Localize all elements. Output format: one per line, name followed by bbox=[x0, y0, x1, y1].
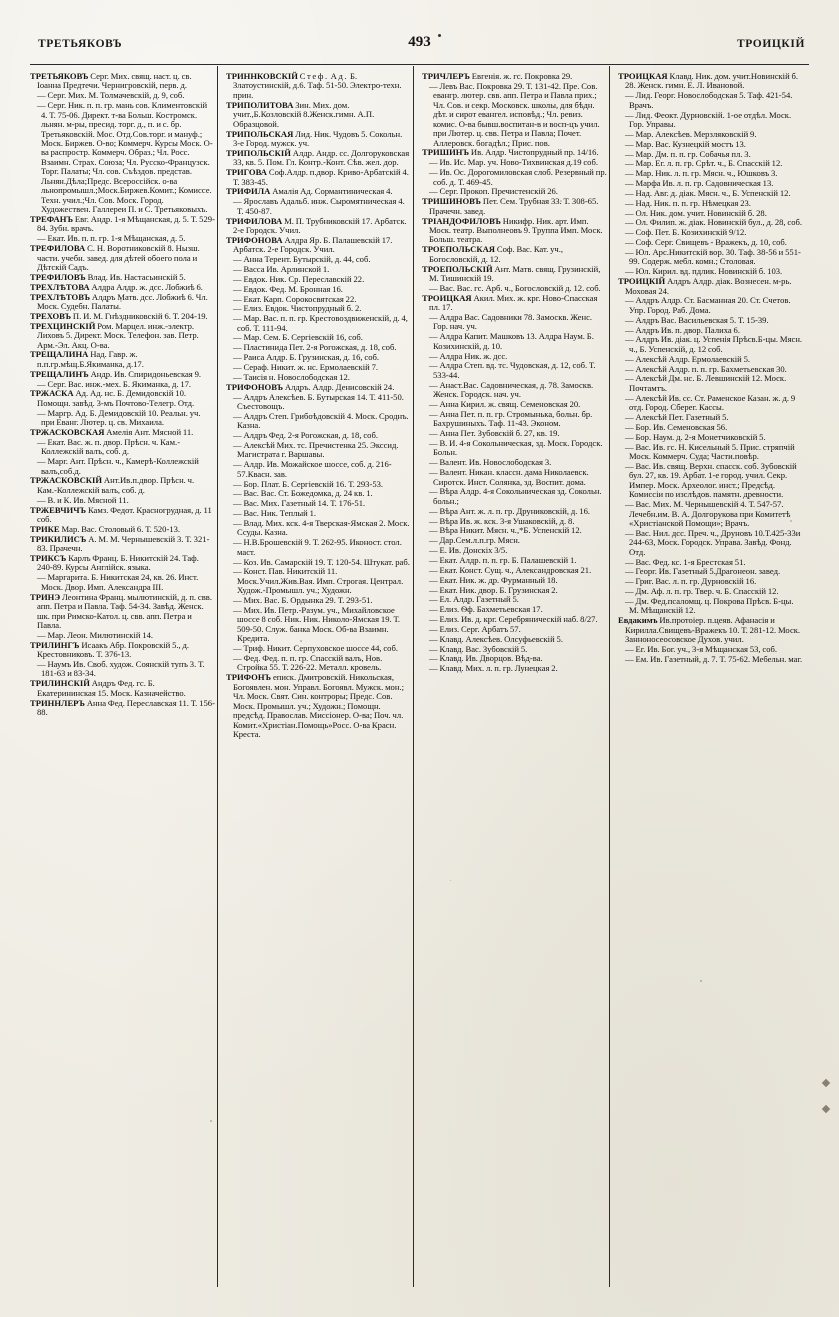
directory-entry: ТРИШИНЪ Ив. Алдр. Чистопрудный пр. 14/16. bbox=[422, 147, 599, 158]
directory-entry: — Вас. Мих. М. Чернышевскій 4. Т. 547-57. Лечебн.им. В. А. Долгорукова при Комитетѣ «Христіанской Помощи»; Врачъ. bbox=[625, 499, 791, 528]
directory-entry: — Н.В.Брошевскій 9. Т. 262-95. Иконост. стол. маст. bbox=[233, 537, 402, 557]
directory-column-1 bbox=[30, 72, 215, 1287]
directory-entry: — Алдръ Алексѣев. Б. Бутырская 14. Т. 411-50. Съестовощъ. bbox=[233, 391, 404, 411]
directory-entry: ТРОИЦКАЯ Клавд. Ник. дом. учит.Новинскій б. 28. Женск. гимн. Е. Л. Ивановой. bbox=[618, 71, 799, 91]
directory-entry: ТРИПОЛЬСКАЯ Лид. Ник. Чудовъ 5. Сокольн. 3-е Город. мужск. уч. bbox=[226, 128, 403, 148]
directory-entry: — Бор. Наум. д. 2-я Монетчиковскій 5. bbox=[625, 431, 766, 442]
directory-entry: — Сераф. Никит. ж. нс. Ермолаевскій 7. bbox=[233, 362, 379, 373]
margin-mark-lower bbox=[822, 1105, 830, 1113]
directory-entry: — Над. Авг. д. діак. Мясн. ч., Б. Успенскій 12. bbox=[625, 187, 791, 198]
directory-entry: ТРЕЩАЛИНА Над. Гавр. ж. п.п.гр.мѣщ.Б.Якиманка, д.17. bbox=[30, 349, 144, 369]
directory-entry: — Ол. Ник. дом. учит. Новинскій б. 28. bbox=[625, 207, 767, 218]
directory-entry: — Серг. Мих. М. Толмачевскій, д. 9, соб. bbox=[37, 90, 185, 101]
directory-entry: ТРОИЦКІЙ Алдръ Алдр. діак. Вознесен. м-рь. Моховая 24. bbox=[618, 276, 792, 296]
directory-entry: — Екат. Вас. ж. п. двор. Прѣсн. ч. Кам.-Коллежскій валъ, соб. д. bbox=[37, 436, 181, 457]
directory-entry: — В. И. 4-я Сокольническая, зд. Моск. Городск. Больн. bbox=[429, 438, 603, 458]
directory-entry: — Соф. Серг. Свищевъ - Вражекъ, д. 10, соб. bbox=[625, 237, 787, 248]
directory-entry: — Ол. Филип. ж. діак. Новинскій бул., д. 28, соб. bbox=[625, 217, 803, 228]
directory-entry: — Мар. Вас. Кузнецкій мостъ 13. bbox=[625, 138, 746, 149]
directory-entry: — Ем. Ив. Газетный, д. 7. Т. 75-62. Мебельн. маг. bbox=[625, 653, 803, 664]
directory-entry: — Ив. Ос. Дорогомиловская слоб. Резервный пр. соб. д. Т. 469-45. bbox=[429, 167, 607, 187]
directory-entry: — Мар. Ник. л. п. гр. Мясн. ч., Юшковъ 3. bbox=[625, 168, 778, 179]
directory-entry: — Ел. Алдр. Газетный 5. bbox=[429, 594, 519, 605]
directory-entry: — Евдок. Ник. Ср. Переславскій 22. bbox=[233, 273, 365, 284]
margin-mark-upper bbox=[822, 1079, 830, 1087]
directory-entry: — Маргарита. Б. Никитская 24, кв. 26. Инст. Моск. Двор. Имп. Александра III. bbox=[37, 572, 199, 592]
page-number: 493 bbox=[408, 34, 431, 50]
directory-entry: ТРЕХЛѢТОВЪ Алдръ Матв. дсс. Лобжиѣ 6. Чл. Моск. Судебн. Палаты. bbox=[30, 291, 208, 311]
directory-entry: ТРЕЩАЛИНЪ Андр. Ив. Спиридоньевская 9. bbox=[30, 368, 202, 379]
directory-entry: ТРИГОВА Соф.Алдр. п.двор. Кривo-Арбатскій 4. Т. 383-45. bbox=[226, 167, 409, 187]
directory-entry: — Таисія н. Новослободская 12. bbox=[233, 371, 350, 382]
directory-entry: ТРИФИЛОВА М. П. Трубниковскій 17. Арбатск. 2-е Городск. Учил. bbox=[226, 215, 407, 235]
directory-entry: ТРИННЛЕРЪ Анна Фед. Переславская 11. Т. 156-88. bbox=[30, 697, 215, 718]
directory-entry: — Юл. Кирил. вд. пдлик. Новинскій б. 103. bbox=[625, 266, 783, 277]
directory-entry: — Е. Ив. Донскіх 3/5. bbox=[429, 545, 508, 556]
directory-column-4 bbox=[618, 72, 803, 1287]
directory-entry: — Алдръ Фед. 2-я Рогожская, д. 18, соб. bbox=[233, 430, 378, 441]
directory-entry: — Алдръ Вас. Васильевская 5. Т. 15-39. bbox=[625, 314, 769, 325]
directory-entry: ТРИЛИНГЪ Исаакъ Абр. Покровскій 5., д. Крестовниковъ. Т. 376-13. bbox=[30, 639, 190, 660]
directory-entry: — Анна Пет. Зубовскій б. 27, кв. 19. bbox=[429, 428, 560, 439]
directory-entry: ТРИНЭ Леонтина Франц. мылютинскій, д. п. свв. апп. Петра и Павла. Таф. 54-34. Завѣд. Женск. шк. при Римско-Катол. ц. свв. апп. Петра и Павла. bbox=[30, 591, 213, 630]
directory-entry: — Алдр. Ив. Можайское шоссе, соб. д. 216-57.Квасн. зав. bbox=[233, 459, 392, 479]
directory-entry: — Над. Ник. п. п. гр. Нѣмецкая 23. bbox=[625, 197, 751, 208]
directory-entry: — Екат. Ник. ж. др. Фурманный 18. bbox=[429, 574, 558, 585]
directory-entry: — Мих. Ив. Петр.-Разум. уч., Михайловское шоссе 8 соб. Ник. Ник. Николо-Ямская 19. Т. 509-50. Служ. банка Моск. Об-ва Взаимн. Кредита. bbox=[233, 604, 401, 644]
directory-entry: — Евдок. Фед. М. Бронная 16. bbox=[233, 283, 343, 294]
directory-entry: — Мар. Алексѣев. Мерзляковскій 9. bbox=[625, 128, 757, 139]
directory-entry: — Алексѣй Ив. сс. Ст. Раменское Казан. ж. д. 9 отд. Город. Сберег. Кассы. bbox=[625, 392, 796, 413]
directory-entry: — Алексѣй Алдр. Ермолаевскій 5. bbox=[625, 353, 751, 364]
directory-entry: ТРЖАСКОВСКІЙ Ант.Ив.п.двор. Прѣсн. ч. Кам.-Коллежскій валъ, соб. д. bbox=[30, 475, 195, 495]
directory-entry: ТРЖАСКА Ад. Ад. нс. Б. Демидовскій 10. Помощн. завѣд. 3-мъ Почтово-Телегр. Отд. bbox=[30, 388, 195, 408]
directory-entry: — Алдра Вас. Садовники 78. Замоскв. Женс. Гор. нач. уч. bbox=[429, 312, 593, 332]
directory-entry: — Вас. Ив. гс. Н. Кисельный 5. Прис. стряпчій Моск. Коммерч. Суда; Части.повѣр. bbox=[625, 441, 795, 461]
directory-entry: — Анаст.Вас. Садовническая, д. 78. Замоскв. Женск. Городск. нач. уч. bbox=[429, 379, 594, 400]
directory-entry: — Васса Ив. Арлинской 1. bbox=[233, 263, 330, 274]
page-header bbox=[30, 34, 809, 60]
directory-entry: — Марфа Ив. л. п. гр. Садовническая 13. bbox=[625, 178, 774, 189]
directory-entry: ТРИЧЛЕРЪ Евгенія. ж. гс. Покровка 29. bbox=[422, 71, 573, 81]
directory-entry: ТРЕХЦИНСКІЙ Ром. Марцел. инж.-электр. Лиховъ 5. Директ. Моск. Телефон. зав. Петр. Арм.-Эл. Акц. О-ва. bbox=[30, 320, 199, 350]
directory-entry: ТРИШИНОВЪ Пет. Сем. Трубная 33. Т. 308-65. Прачечн. завед. bbox=[422, 196, 599, 216]
directory-entry: ТРИФОНОВЪ Алдръ. Алдр. Денисовскій 24. bbox=[226, 381, 395, 392]
directory-entry: — Валент. Никан. классн. дама Николаевск. Сиротск. Инст. Солянка, зд. Воспит. дома. bbox=[429, 467, 589, 487]
header-left-guide-word: ТРЕТЬЯКОВЪ bbox=[38, 38, 123, 50]
directory-entry: — Ив. Ис. Мар. уч. Ново-Тихвинская д.19 соб. bbox=[429, 157, 599, 168]
directory-entry: — Ег. Ив. Бог. уч., 3-я Мѣщанская 53, соб. bbox=[625, 643, 778, 654]
directory-entry: — Алдра Капит. Машковъ 13. Алдра Наум. Б. Козиxинскій, д. 10. bbox=[429, 331, 594, 351]
directory-entry: — Мар. Леон. Милютинскій 14. bbox=[37, 629, 154, 640]
paper-speck bbox=[790, 520, 792, 522]
directory-entry: ТРЕФИЛОВЪ Влад. Ив. Настасьинскій 5. bbox=[30, 271, 186, 282]
directory-entry: — Левъ Вас. Покровка 29. Т. 131-42. Пре. Сов. евангр. лютер. свв. апп. Петра и Павла прих.; Чл. Сов. и секр. Московск. школы, для бѣдн. дѣт. и сирот евангел. исповѣд.; Чл. ревиз. комис. О-ва бывш.воспитан-в и восп-цъ учил. при Лютер. ц. свв. Петра и Павла; Почет. Аллеровск. богадѣл.; Прис. пов. bbox=[429, 80, 600, 148]
directory-entry: — Дар.Сем.л.п.гр. Мясн. bbox=[429, 535, 520, 546]
directory-entry: — Вѣра Никит. Мясн. ч.,*Б. Успенскій 12. bbox=[429, 525, 582, 536]
directory-entry: ТРИКИЛИСЪ А. М. М. Чернышевскій 3. Т. 321-83. Прачечн. bbox=[30, 533, 210, 554]
directory-entry: — Ярославъ Адальб. инж. Сыромятническая 4. Т. 450-87. bbox=[233, 196, 405, 216]
directory-entry: — Алдръ Ив. діак. ц. Успенія Прѣсв.Б-цы. Мясн. ч., Б. Успенскій, д. 12 соб. bbox=[625, 334, 803, 354]
directory-entry: ТРИФОНОВА Алдра Яр. Б. Палашевскій 17. Арбатск. 2-е Городск. Учил. bbox=[226, 234, 393, 255]
directory-entry: — Дм. Фед.псаломщ. ц. Покрова Прѣсв. Б-цы. М. Мѣщанскій 12. bbox=[625, 595, 794, 616]
directory-entry: ТРЕТЬЯКОВЪ Серг. Мих. свящ. наст. ц. св. Іоанна Предтечи. Чернигровскій, перв. д. bbox=[30, 71, 192, 91]
directory-entry: ТРИФИЛА Амалія Ад. Сормантиническая 4. bbox=[226, 186, 393, 197]
directory-entry: — Анна Терент. Бутырскій, д. 44, соб. bbox=[233, 254, 371, 265]
directory-entry: — Бор. Плат. Б. Сергіевскій 16. Т. 293-53. bbox=[233, 478, 384, 489]
directory-entry: — Валент. Ив. Новослободская 3. bbox=[429, 457, 552, 468]
directory-entry: — Анна Пет. п. п. гр. Стромынька, больн. бр. Бахрушиныхъ. Таф. 11-43. Эконом. bbox=[429, 408, 593, 429]
directory-entry: — Серг. Вас. инж.-мех. Б. Якиманка, д. 17. bbox=[37, 378, 192, 389]
directory-entry: — Пластинида Пет. 2-я Рогожская, д. 18, соб. bbox=[233, 342, 397, 353]
directory-entry: — Вас. Вас. гс. Арб. ч., Богословскій д. 12. соб. bbox=[429, 282, 601, 293]
directory-entry: — Серг. Ник. п. п. гр. мань сов. Климентовскій 4. Т. 75-06. Директ. т-ва Больш. Костромск. льнян. м-ры, пресид. торг. д., п. и с. бр. Третьяковскій. Мос. Отд.Сов.торг. и мануф.; Моск. Биржев. О-во; Коммерч. Курсы Моск. О-ва распростр. Коммерч. Образ.; Чл. Росс. Взаимн. Страх. Союза; Чл. Русско-Французск. Торг. Палаты; Чл. сов. Съѣздов. представ. Льнян.Дѣла;Предс. Всероссійск. о-ва льнопромышл.;Моск.Биржев.Комит.; Комиссе. Техн. учил.;Чл. Сов. Моск. Город. Художествен. Галлереи П. и С. Третьяковыхъ. bbox=[37, 100, 213, 215]
directory-entry: — Лид. Георг. Новослободская 5. Таф. 421-54. Врачъ. bbox=[625, 90, 793, 110]
directory-entry: — Клавд. Алексѣев. Олсуфьевскій 5. bbox=[429, 633, 563, 644]
directory-entry: — Екат. Ник. двор. Б. Грузинская 2. bbox=[429, 584, 558, 595]
directory-entry: ТРОЕПОЛЬСКІЙ Ант. Матв. свящ. Грузинскій, М. Тишинскій 19. bbox=[422, 263, 601, 284]
directory-entry: — Фед. Фед. п. п. гр. Спасскій валъ, Нов. Стройка 55. Т. 226-22. Металл. кровель. bbox=[233, 653, 383, 673]
directory-entry: ТРЖЕВЧИЧЪ Камз. Федот. Красногрудная, д. 11 соб. bbox=[30, 504, 212, 525]
paper-speck bbox=[210, 1120, 212, 1122]
paper-speck bbox=[120, 300, 122, 302]
paper-speck bbox=[300, 640, 302, 642]
directory-entry: ТРІАНДОФИЛОВЪ Никифр. Ник. арт. Имп. Моск. театр. Выполнеовъ 9. Труппа Имп. Моск. Больш. театра. bbox=[422, 215, 603, 245]
directory-entry: ТРИФОНЪ еписк. Дмитровскій. Никольская, Богоявлен. мон. Управл. Богоявл. Мужск. мон.; Чл. Моск. Свят. Син. контроры; Предс. Сов. Моск. Промышл. уч.; Художн.; Помощн. предсѣд. Православ. Миссіонер. О-ва; Поч. чл. Комит.«Христіан.Помощь»Росс. О-ва Красн. Креста. bbox=[226, 672, 404, 740]
directory-entry: Евдакимъ Ив.протоіер. п.цеяв. Афанасія и Кирилла.Свищевъ-Вражекъ 10. Т. 281-12. Моск. Занноносеосовское Духов. учил. bbox=[618, 615, 801, 645]
directory-entry: — Клавд. Вас. Зубовскій 5. bbox=[429, 643, 528, 654]
directory-entry: — Анна Кирил. ж. свящ. Семеновская 20. bbox=[429, 399, 581, 410]
directory-entry: — Алдръ Ив. п. двор. Палиха 6. bbox=[625, 324, 740, 335]
directory-entry: — Алексѣй Дм. нс. Б. Левшинскій 12. Моск. Почтамтъ. bbox=[625, 373, 787, 393]
directory-entry: ТРИННКОВСКІЙ Стеф. Ад. Б. Златоустинскій, д.6. Таф. 51-50. Электро-техн. прин. bbox=[226, 71, 402, 100]
directory-entry: — Влад. Мих. кск. 4-я Тверская-Ямская 2. Моск. Ссуды. Казна. bbox=[233, 517, 410, 538]
directory-entry: — Юл. Арс.Никитскій вор. 30. Таф. 38-56 и 551-99. Содерж. мебл. комн.; Столовая. bbox=[625, 247, 801, 267]
directory-entry: ТРЖАСКОВСКАЯ Амелія Ант. Мясной 11. bbox=[30, 427, 194, 438]
directory-entry: — Мар. Вас. п. п. гр. Крестовоздвиженскій, д. 4, соб. Т. 111-94. bbox=[233, 313, 408, 333]
directory-entry: ТРЕХОВЪ П. И. М. Гнѣздниковскій 6. Т. 204-19. bbox=[30, 310, 208, 321]
directory-entry: — В. и К. Ив. Мясной 11. bbox=[37, 494, 129, 505]
directory-entry: — Елиз. Ив. д. крг. Серебряническій наб. 8/27. bbox=[429, 614, 598, 625]
directory-entry: — Алексѣй Мих. тс. Пречистенка 25. Экссид. Магистрата г. Варшавы. bbox=[233, 439, 399, 460]
directory-entry: ТРЕФИЛОВА С. Н. Воротниковскій 8. Нызш. части. учебн. завед. для дѣтей обоего пола и Дѣтскій Садъ. bbox=[30, 243, 200, 273]
directory-entry: — Алексѣй Пет. Газетный 5. bbox=[625, 412, 729, 423]
directory-entry: ТРИПОЛИТОВА Зин. Мих. дом. учит.,Б.Козловскій 8.Женск.гимн. А.П. Образцовой. bbox=[226, 99, 375, 129]
header-rule bbox=[30, 64, 809, 65]
directory-entry: — Вас. Ник. Теплый 1. bbox=[233, 508, 317, 519]
directory-entry: — Соф. Пет. Б. Козихинскій 9/12. bbox=[625, 227, 747, 238]
ink-speck bbox=[438, 34, 441, 37]
directory-entry: ТРИКСЪ Карлъ Франц. Б. Никитскій 24. Таф. 240-89. Курсы Англійск. языка. bbox=[30, 553, 199, 573]
directory-entry: — Коз. Ив. Самарскій 19. Т. 120-54. Штукат. раб. bbox=[233, 556, 410, 567]
directory-entry: ТРОЕПОЛЬСКАЯ Соф. Вас. Кат. уч., Богословскій, д. 12. bbox=[422, 244, 564, 264]
directory-entry: ТРОИЦКАЯ Акил. Мих. ж. крг. Ново-Спасская пл. 17. bbox=[422, 292, 598, 313]
directory-entry: — Клавд. Мих. л. п. гр. Лунецкая 2. bbox=[429, 663, 558, 674]
header-right-guide-word: ТРОИЦКІЙ bbox=[736, 38, 805, 50]
directory-entry: — Клавд. Ив. Дворцов. Вѣд-ва. bbox=[429, 653, 543, 664]
directory-entry: — Вас. Ив. свящ. Верхн. спасск. соб. Зубовскій бул. 27, кв. 19. Арбат. 1-е город. учил. Секр. Импер. Моск. Археолог. инст.; Предсѣд. Комиссіи по изслѣдов. памятн. древности. bbox=[625, 460, 797, 500]
directory-entry: — Вас. Вас. Ст. Божедомка, д. 24 кв. 1. bbox=[233, 488, 373, 499]
directory-entry: — Мар. Дм. п. п. гр. Собачья пл. 3. bbox=[625, 148, 751, 159]
directory-entry: — Екат. Алдр. п. п. гр. Б. Палашевскій 1. bbox=[429, 554, 577, 565]
directory-entry: — Триф. Никит. Серпуховское шоссе 44, соб. bbox=[233, 643, 398, 654]
directory-entry: — Екат. Конст. Сущ. ч., Александровская 21. bbox=[429, 564, 592, 575]
directory-entry: — Елиз. Серг. Арбатъ 57. bbox=[429, 623, 521, 634]
directory-entry: — Алдръ Алдр. Ст. Басманная 20. Ст. Счетов. Упр. Город. Раб. Дома. bbox=[625, 295, 791, 315]
margin-marks bbox=[817, 1080, 831, 1120]
directory-entry: — Елиз. Евдок. Чистопрудный б. 2. bbox=[233, 303, 362, 314]
directory-entry: — Конст. Пав. Никитскій 11. Моск.Учил.Жив.Вая. Имп. Строгая. Централ. Худож.-Промышл. уч.; Художн. bbox=[233, 566, 404, 596]
directory-entry: — Мих. Вас. Б. Ордынка 29. Т. 293-51. bbox=[233, 595, 373, 606]
directory-entry: ТРИКЕ Мар. Вас. Столовый 6. Т. 520-13. bbox=[30, 523, 181, 534]
directory-entry: — Маргр. Ад. Б. Демидовскій 10. Реальн. уч. при Еванг. Лютер. ц. св. Михаила. bbox=[37, 407, 201, 428]
directory-entry: — Вѣра Алдр. 4-я Сокольническая зд. Сокольн. больн.; bbox=[429, 486, 602, 506]
directory-entry: — Наумъ Ив. Своб. худож. Соянскій тупъ 3. Т. 181-63 и 83-34. bbox=[37, 658, 205, 679]
directory-entry: ТРЕХЛѢТОВА Алдра Алдр. ж. дсс. Лобжиѣ 6. bbox=[30, 281, 203, 292]
directory-entry: — Алексѣй Алдр. п. п. гр. Бахметьевская 30. bbox=[625, 363, 787, 374]
directory-entry: — Дм. Аф. л. п. гр. Твер. ч. Б. Спасскій 12. bbox=[625, 586, 779, 597]
directory-entry: — Марг. Ант. Прѣсн. ч., Камерѣ-Коллежскій валъ,соб.д. bbox=[37, 456, 199, 476]
directory-entry: — Серг. Прокоп. Пречистенскій 26. bbox=[429, 186, 558, 197]
directory-entry: — Мар. Сем. Б. Сергіевскій 16, соб. bbox=[233, 332, 363, 343]
directory-entry: — Екат. Карп. Сорокосвятская 22. bbox=[233, 293, 357, 304]
directory-entry: — Алдръ Степ. Грибоѣдовскій 4. Моск. Сроднъ. Казна. bbox=[233, 410, 409, 431]
directory-entry: — Алдра Степ. вд. тс. Чудовская, д. 12, соб. Т. 533-44. bbox=[429, 360, 596, 380]
directory-entry: ТРЕФАНЪ Евг. Андр. 1-я Мѣщанская, д. 5. Т. 529-84. Зубн. врачъ. bbox=[30, 213, 215, 234]
directory-entry: — Вѣра Ив. ж. кск. 3-я Ушаковскій, д. 8. bbox=[429, 515, 575, 526]
directory-entry: — Алдра Ник. ж. дсс. bbox=[429, 350, 508, 361]
directory-column-3 bbox=[422, 72, 607, 1287]
directory-entry: — Екат. Ив. п. п. гр. 1-я Мѣщанская, д. 5. bbox=[37, 233, 186, 244]
directory-entry: — Мар. Ег. л. п. гр. Срѣт. ч., Б. Спасскій 12. bbox=[625, 158, 783, 169]
directory-entry: — Лид. Феокт. Дурновскій. 1-ое отдѣл. Моск. Гор. Управы. bbox=[625, 109, 792, 130]
directory-entry: — Вас. Мих. Газетный 14. Т. 176-51. bbox=[233, 498, 366, 509]
directory-entry: — Григ. Вас. л. п. гр. Дурновскій 16. bbox=[625, 576, 757, 587]
directory-entry: — Вас. Фед. кс. 1-я Брестская 51. bbox=[625, 556, 746, 567]
directory-entry: ТРИПОЛЬСКІЙ Алдр. Андр. сс. Долгоруковская 33, кв. 5. Пом. Гл. Контр.-Конт. Сѣв. жел. дор. bbox=[226, 147, 410, 168]
text-columns bbox=[30, 72, 809, 1287]
paper-speck bbox=[700, 980, 702, 982]
directory-column-2 bbox=[226, 72, 411, 1287]
directory-entry: — Раиса Алдр. Б. Грузинская, д. 16, соб. bbox=[233, 352, 380, 363]
directory-entry: ТРИЛИНСКІЙ Андръ Фед. гс. Б. Екатерининская 15. Моск. Казначейство. bbox=[30, 678, 186, 698]
directory-entry: — Вѣра Ант. ж. л. п. гр. Друниковскій, д. 16. bbox=[429, 505, 591, 516]
directory-entry: — Вас. Нил. дсс. Преч. ч., Друновъ 10.Т.425-33и 244-63, Моск. Городск. Управа. Завѣд. Фонд. Отд. bbox=[625, 527, 801, 557]
directory-entry: — Георг. Ив. Газетный 5.Драгонеон. завед. bbox=[625, 566, 781, 577]
directory-entry: — Елиз. Ѳф. Бахметьевская 17. bbox=[429, 604, 543, 615]
directory-entry: — Бор. Ив. Семеновская 56. bbox=[625, 421, 728, 432]
